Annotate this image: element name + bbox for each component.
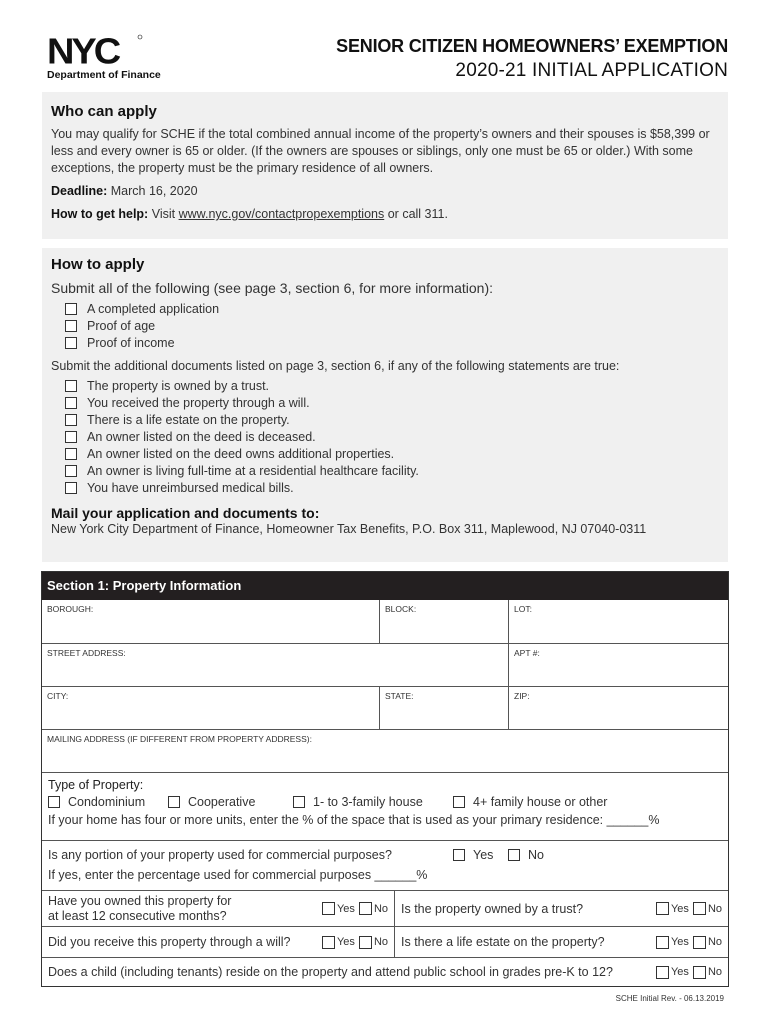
who-can-apply-heading: Who can apply <box>51 103 157 120</box>
checkbox[interactable] <box>693 936 706 949</box>
checklist-item: An owner listed on the deed owns additional properties. <box>65 445 719 462</box>
checkbox[interactable] <box>359 936 372 949</box>
borough-field[interactable]: BOROUGH: <box>47 604 94 614</box>
checkbox[interactable] <box>693 902 706 915</box>
checkbox[interactable] <box>168 796 180 808</box>
state-field[interactable]: STATE: <box>379 687 508 729</box>
help-link[interactable]: www.nyc.gov/contactpropexemptions <box>178 207 385 221</box>
lot-field[interactable]: LOT: <box>508 600 728 643</box>
checkbox[interactable] <box>65 380 77 392</box>
checkbox[interactable] <box>656 902 669 915</box>
checkbox[interactable] <box>65 482 77 494</box>
required-docs-lead: Submit all of the following (see page 3, section 6, for more information): <box>51 280 493 296</box>
checkbox[interactable] <box>65 431 77 443</box>
checklist-item: Proof of age <box>65 317 719 334</box>
checklist-item: A completed application <box>65 300 719 317</box>
required-docs-list <box>51 300 719 351</box>
checklist-item: Proof of income <box>65 334 719 351</box>
owned-12-months-question: Have you owned this property for at least 12 consecutive months? Yes No <box>48 893 388 923</box>
owned-no[interactable]: No <box>359 902 388 915</box>
eligibility-text: You may qualify for SCHE if the total combined annual income of the property’s owners and their spouses is $58,399 or less and every owner is 65 or older. (If the owners are spouses or siblings, only one must be 65 or older.) With some exceptions, the property must be the primary residence of all owners. <box>51 127 710 175</box>
help-post: or call 311. <box>387 207 448 221</box>
checkbox[interactable] <box>322 936 335 949</box>
apt-field[interactable]: APT #: <box>508 644 728 686</box>
nyc-logo-icon <box>47 34 143 68</box>
option-4-plus-family[interactable]: 4+ family house or other <box>453 795 607 809</box>
checklist-item: You received the property through a will. <box>65 394 719 411</box>
commercial-yes[interactable]: Yes <box>453 848 508 862</box>
commercial-question-line <box>48 846 722 864</box>
deadline-value: March 16, 2020 <box>110 184 198 198</box>
four-units-line[interactable]: If your home has four or more units, enter the % of the space that is used as your primary residence: ______% <box>48 813 660 827</box>
nyc-logo <box>47 34 177 68</box>
property-type-title: Type of Property: <box>48 778 144 792</box>
how-to-apply-heading: How to apply <box>51 256 145 273</box>
life-estate-question: Is there a life estate on the property? Yes No <box>394 927 728 957</box>
trust-question: Is the property owned by a trust? Yes No <box>394 891 728 926</box>
owned-trust-row <box>42 890 728 926</box>
commercial-block <box>42 840 728 890</box>
svg-text:NYC: NYC <box>47 34 119 68</box>
checklist-item: An owner is living full-time at a residential healthcare facility. <box>65 462 719 479</box>
checkbox[interactable] <box>65 397 77 409</box>
checkbox[interactable] <box>508 849 520 861</box>
owned-yes[interactable]: Yes <box>322 902 355 915</box>
street-row <box>42 643 728 686</box>
section-1-heading: Section 1: Property Information <box>42 572 728 600</box>
additional-docs-lead: Submit the additional documents listed on page 3, section 6, if any of the following statements are true: <box>51 359 620 373</box>
block-field[interactable]: BLOCK: <box>379 600 508 643</box>
child-yes[interactable]: Yes <box>656 966 689 979</box>
help-label: How to get help: <box>51 207 149 221</box>
checkbox[interactable] <box>65 465 77 477</box>
checkbox[interactable] <box>65 337 77 349</box>
form-title: SENIOR CITIZEN HOMEOWNERS’ EXEMPTION <box>336 36 728 56</box>
mail-address: New York City Department of Finance, Homeowner Tax Benefits, P.O. Box 311, Maplewood, NJ 07040-0311 <box>51 522 647 536</box>
mailing-address-field[interactable]: MAILING ADDRESS (IF DIFFERENT FROM PROPERTY ADDRESS): <box>47 734 312 744</box>
deadline-line <box>51 183 719 200</box>
department-name: Department of Finance <box>47 69 161 81</box>
will-question: Did you receive this property through a will? Yes No <box>48 935 388 949</box>
borough-block-lot-row <box>42 600 728 643</box>
who-can-apply-panel <box>42 92 728 239</box>
checkbox[interactable] <box>65 414 77 426</box>
checkbox[interactable] <box>693 966 706 979</box>
checklist-item: You have unreimbursed medical bills. <box>65 479 719 496</box>
property-type-block <box>42 772 728 840</box>
commercial-question: Is any portion of your property used for commercial purposes? <box>48 848 392 862</box>
checklist-item: An owner listed on the deed is deceased. <box>65 428 719 445</box>
life-estate-yes[interactable]: Yes <box>656 936 689 949</box>
checkbox[interactable] <box>453 849 465 861</box>
checklist-item: There is a life estate on the property. <box>65 411 719 428</box>
option-1-3-family[interactable]: 1- to 3-family house <box>293 795 453 809</box>
city-state-zip-row <box>42 686 728 729</box>
section-1-property-information <box>41 571 729 987</box>
will-life-estate-row <box>42 926 728 957</box>
street-address-field[interactable]: STREET ADDRESS: <box>47 648 126 658</box>
checkbox[interactable] <box>359 902 372 915</box>
checkbox[interactable] <box>656 936 669 949</box>
form-subtitle: 2020-21 INITIAL APPLICATION <box>455 60 728 81</box>
property-type-options <box>48 795 722 809</box>
checkbox[interactable] <box>65 320 77 332</box>
mail-heading: Mail your application and documents to: <box>51 505 320 521</box>
trust-yes[interactable]: Yes <box>656 902 689 915</box>
additional-docs-list <box>51 377 719 496</box>
mailing-address-row <box>42 729 728 772</box>
checklist-item: The property is owned by a trust. <box>65 377 719 394</box>
deadline-label: Deadline: <box>51 184 108 198</box>
commercial-no[interactable]: No <box>508 848 544 862</box>
revision-footer: SCHE Initial Rev. - 06.13.2019 <box>615 994 724 1003</box>
checkbox[interactable] <box>293 796 305 808</box>
will-no[interactable]: No <box>359 936 388 949</box>
zip-field[interactable]: ZIP: <box>508 687 728 729</box>
how-to-apply-panel <box>42 248 728 562</box>
child-no[interactable]: No <box>693 966 722 979</box>
child-school-question: Does a child (including tenants) reside on the property and attend public school in grades pre-K to 12? Yes No <box>48 965 722 979</box>
checkbox[interactable] <box>322 902 335 915</box>
checkbox[interactable] <box>65 448 77 460</box>
help-line <box>51 206 719 223</box>
checkbox[interactable] <box>48 796 60 808</box>
will-yes[interactable]: Yes <box>322 936 355 949</box>
child-school-row <box>42 957 728 986</box>
checkbox[interactable] <box>453 796 465 808</box>
commercial-percent-line[interactable]: If yes, enter the percentage used for commercial purposes ______% <box>48 868 428 882</box>
city-field[interactable]: CITY: <box>47 691 69 701</box>
trust-no[interactable]: No <box>693 902 722 915</box>
checkbox[interactable] <box>65 303 77 315</box>
option-cooperative[interactable]: Cooperative <box>168 795 293 809</box>
checkbox[interactable] <box>656 966 669 979</box>
help-pre: Visit <box>151 207 176 221</box>
option-condominium[interactable]: Condominium <box>48 795 168 809</box>
life-estate-no[interactable]: No <box>693 936 722 949</box>
